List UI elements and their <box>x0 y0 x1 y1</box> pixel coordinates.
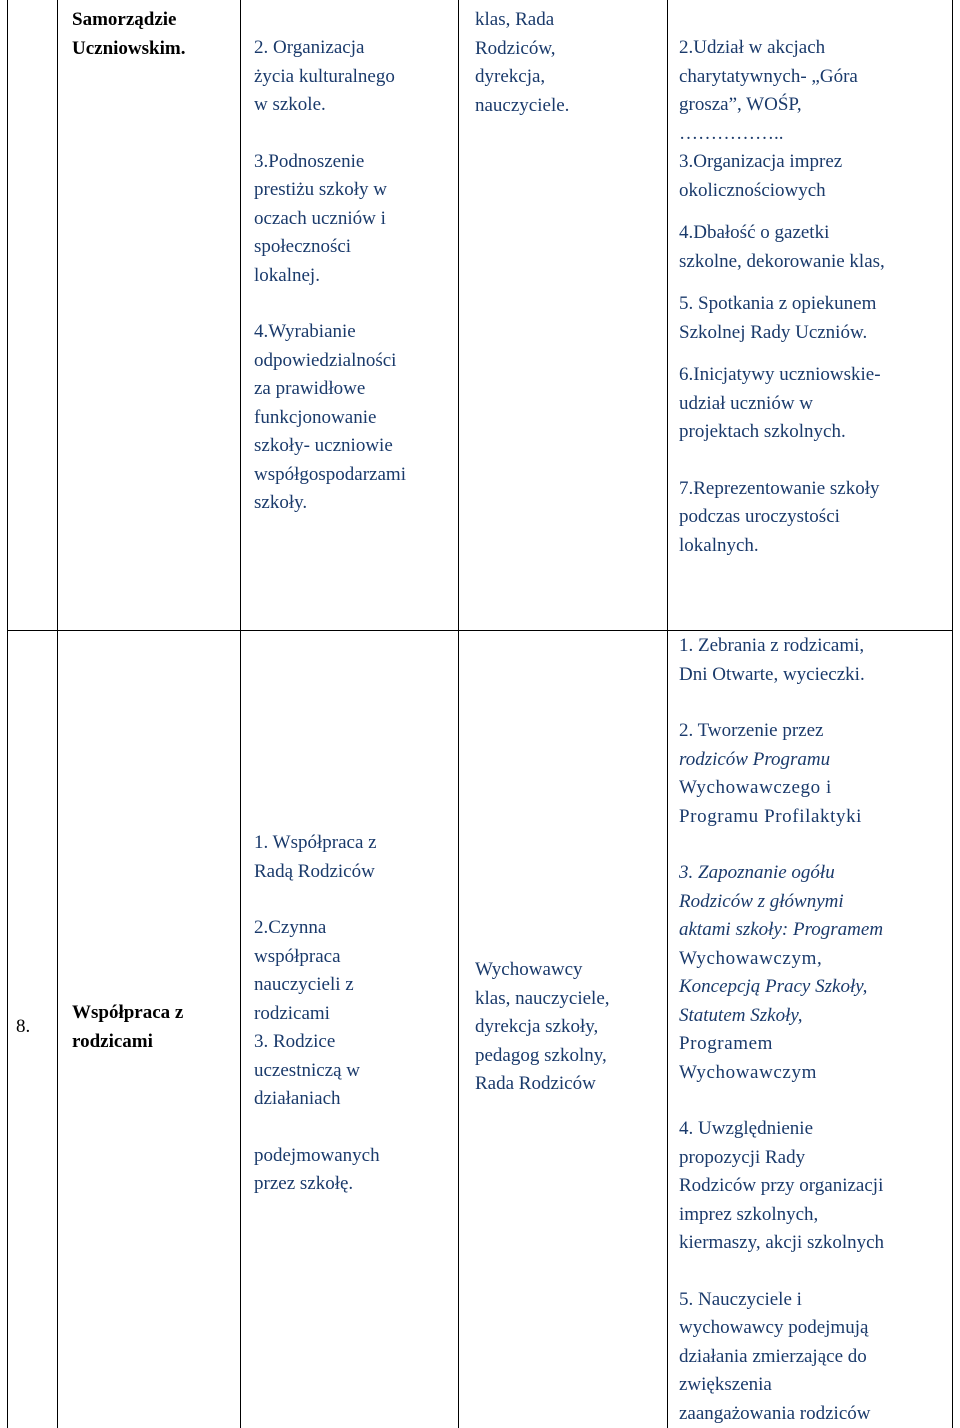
form-line: wychowawcy podejmują <box>679 1317 869 1338</box>
task-line: odpowiedzialności <box>254 349 397 371</box>
tasks-cell-8 <box>254 829 454 1199</box>
task-line: lokalnej. <box>254 264 320 286</box>
form-line: Programu Profilaktyki <box>679 805 863 827</box>
grid-line-col3 <box>458 0 459 1428</box>
task-line: 3.Podnoszenie <box>254 150 365 172</box>
topic-cell-top <box>72 6 237 63</box>
task-line: funkcjonowanie <box>254 406 377 428</box>
responsible-cell-top <box>475 6 660 120</box>
task-line: współgospodarzami <box>254 463 406 485</box>
row-number: 8. <box>16 1016 31 1037</box>
form-line: aktami szkoły: Programem <box>679 919 884 940</box>
topic-cell-8 <box>72 999 237 1056</box>
grid-line-col4 <box>667 0 668 1428</box>
form-line: Szkolnej Rady Uczniów. <box>679 321 868 343</box>
responsible-line: klas, nauczyciele, <box>475 987 610 1009</box>
responsible-line: nauczyciele. <box>475 94 570 116</box>
responsible-cell-8 <box>475 956 660 1099</box>
row-divider <box>7 630 953 631</box>
tasks-cell-top <box>254 34 454 518</box>
topic-line: Uczniowskim. <box>72 37 186 59</box>
form-line: Dni Otwarte, wycieczki. <box>679 663 865 685</box>
form-line: …………….. <box>679 122 784 144</box>
form-line: propozycji Rady <box>679 1146 806 1168</box>
form-line: Programem <box>679 1033 774 1054</box>
topic-line: rodzicami <box>72 1030 153 1052</box>
responsible-line: Rodziców, <box>475 37 556 59</box>
form-line: 3.Organizacja imprez <box>679 151 843 172</box>
grid-line-left <box>7 0 8 1428</box>
form-line: Statutem Szkoły, <box>679 1004 803 1026</box>
topic-line: Samorządzie <box>72 9 177 30</box>
task-line: Radą Rodziców <box>254 860 375 882</box>
forms-cell-8 <box>679 632 949 1428</box>
form-line: 4. Uwzględnienie <box>679 1118 814 1139</box>
task-line: w szkole. <box>254 94 326 115</box>
grid-line-right <box>952 0 953 1428</box>
task-line: oczach uczniów i <box>254 207 386 229</box>
task-line: za prawidłowe <box>254 378 366 399</box>
task-line: 2. Organizacja <box>254 37 365 58</box>
form-line: okolicznościowych <box>679 179 826 201</box>
responsible-line: pedagog szkolny, <box>475 1044 607 1066</box>
form-line: zaangażowania rodziców <box>679 1402 871 1424</box>
responsible-line: dyrekcja szkoły, <box>475 1016 599 1037</box>
task-line: szkoły- uczniowie <box>254 435 393 456</box>
form-line: Wychowawczym, <box>679 947 823 969</box>
form-line: Rodziców przy organizacji <box>679 1175 884 1196</box>
form-line: 6.Inicjatywy uczniowskie- <box>679 364 881 385</box>
form-line: udział uczniów w <box>679 392 814 414</box>
form-line: Rodziców z głównymi <box>679 890 844 912</box>
form-line: 4.Dbałość o gazetki <box>679 222 830 243</box>
topic-line: Współpraca z <box>72 1002 184 1023</box>
form-line: 5. Spotkania z opiekunem <box>679 293 877 314</box>
task-line: rodzicami <box>254 1002 330 1024</box>
responsible-line: klas, Rada <box>475 9 555 30</box>
responsible-line: dyrekcja, <box>475 66 546 87</box>
form-line: rodziców Programu <box>679 748 831 770</box>
form-line: lokalnych. <box>679 534 759 556</box>
form-line: 2. Tworzenie przez <box>679 720 824 741</box>
form-line: imprez szkolnych, <box>679 1203 819 1225</box>
task-line: społeczności <box>254 236 352 257</box>
form-line: Wychowawczego i <box>679 777 832 798</box>
form-line: charytatywnych- „Góra <box>679 65 858 87</box>
form-line: kiermaszy, akcji szkolnych <box>679 1232 885 1253</box>
responsible-line: Wychowawcy <box>475 959 583 980</box>
form-line: 1. Zebrania z rodzicami, <box>679 635 865 656</box>
task-line: współpraca <box>254 945 341 967</box>
task-line: nauczycieli z <box>254 974 354 995</box>
task-line: przez szkołę. <box>254 1173 354 1194</box>
form-line: 5. Nauczyciele i <box>679 1288 802 1310</box>
form-line: działania zmierzające do <box>679 1345 867 1367</box>
form-line: projektach szkolnych. <box>679 421 846 442</box>
task-line: prestiżu szkoły w <box>254 179 387 200</box>
task-line: życia kulturalnego <box>254 65 395 87</box>
form-line: szkolne, dekorowanie klas, <box>679 250 885 272</box>
form-line: Wychowawczym <box>679 1061 817 1083</box>
form-line: 3. Zapoznanie ogółu <box>679 862 835 883</box>
task-line: 4.Wyrabianie <box>254 321 356 342</box>
task-line: 1. Współpraca z <box>254 832 377 853</box>
form-line: 7.Reprezentowanie szkoły <box>679 477 880 499</box>
task-line: uczestniczą w <box>254 1059 361 1081</box>
task-line: podejmowanych <box>254 1144 380 1166</box>
grid-line-col1 <box>57 0 58 1428</box>
task-line: szkoły. <box>254 492 308 513</box>
forms-cell-top <box>679 34 949 560</box>
responsible-line: Rada Rodziców <box>475 1073 596 1094</box>
task-line: 3. Rodzice <box>254 1031 336 1052</box>
grid-line-col2 <box>240 0 241 1428</box>
form-line: zwiększenia <box>679 1374 772 1395</box>
form-line: grosza”, WOŚP, <box>679 94 802 115</box>
task-line: 2.Czynna <box>254 917 327 938</box>
form-line: 2.Udział w akcjach <box>679 37 826 58</box>
task-line: działaniach <box>254 1088 341 1109</box>
form-line: Koncepcją Pracy Szkoły, <box>679 976 868 997</box>
form-line: podczas uroczystości <box>679 506 840 527</box>
